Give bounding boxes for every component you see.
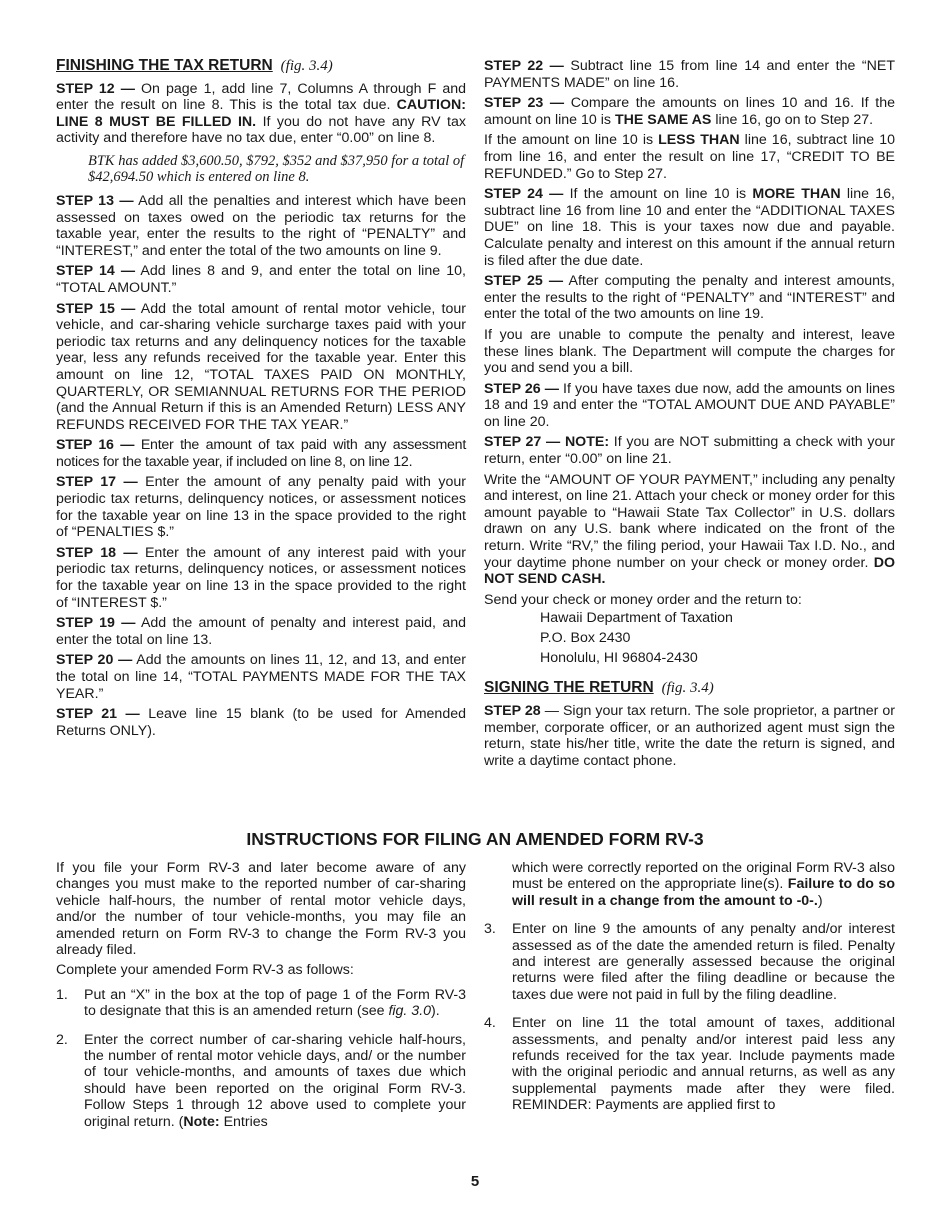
step-25: STEP 25 — After computing the penalty and interest amounts, enter the results to the right of “PENALTY” and “INTEREST” and enter the total of the two amounts on line 19. (484, 273, 895, 323)
address-line: Honolulu, HI 96804-2430 (540, 650, 698, 667)
send-to-line: Send your check or money order and the return to: (484, 591, 802, 608)
address-line: Hawaii Department of Taxation (540, 610, 733, 627)
step-22: STEP 22 — Subtract line 15 from line 14 and enter the “NET PAYMENTS MADE” on line 16. (484, 58, 895, 91)
amended-complete-line: Complete your amended Form RV-3 as follows: (56, 962, 354, 979)
step-21: STEP 21 — Leave line 15 blank (to be used for Amended Returns ONLY). (56, 706, 466, 739)
amended-item-2: 2. Enter the correct number of car-sharing vehicle half-hours, the number of rental motor vehicle days, and/ or the number of tour vehicle-months, and amounts of taxes due which should have been reported on the original Form RV-3. Follow Steps 1 through 12 above used to complete your original return. (Note: Entries (56, 1031, 466, 1130)
step-23: STEP 23 — Compare the amounts on lines 10 and 16. If the amount on line 10 is THE SAME AS line 16, go on to Step 27. (484, 95, 895, 128)
amended-item-1: 1. Put an “X” in the box at the top of page 1 of the Form RV-3 to designate that this is an amended return (see fig. 3.0). (56, 986, 466, 1020)
amended-item-3: 3. Enter on line 9 the amounts of any penalty and/or interest assessed as of the date the amended return is filed. Penalty and interest are generally assessed because the original returns were filed after the filing deadline or because the taxes due were not paid in full by the filing deadline. (484, 921, 895, 1003)
step-24: STEP 24 — If the amount on line 10 is MORE THAN line 16, subtract line 16 from line 10 and enter the “ADDITIONAL TAXES DUE” on line 18. This is your taxes now due and payable. Calculate penalty and interest on this amount if the annual return is filed after the due date. (484, 186, 895, 269)
step-26: STEP 26 — If you have taxes due now, add the amounts on lines 18 and 19 and enter the “TOTAL AMOUNT DUE AND PAYABLE” on line 20. (484, 380, 895, 430)
right-column (484, 58, 895, 773)
step-13: STEP 13 — Add all the penalties and interest which have been assessed on taxes owed on the periodic tax returns for the taxable year, enter the results to the right of “PENALTY” and “INTEREST,” and enter the total of the two amounts on line 9. (56, 192, 466, 259)
signing-section-heading (484, 680, 895, 697)
step-27: STEP 27 — NOTE: If you are NOT submitting a check with your return, enter “0.00” on line 21. (484, 434, 895, 468)
signing-section-title: SIGNING THE RETURN (484, 679, 654, 697)
step-20: STEP 20 — Add the amounts on lines 11, 12, and 13, and enter the total on line 14, “TOTAL PAYMENTS MADE FOR THE TAX YEAR.” (56, 652, 466, 702)
amended-item-2-continued: which were correctly reported on the original Form RV-3 also must be entered on the appropriate line(s). Failure to do so will result in a change from the amount to -0-.) (512, 860, 895, 909)
amended-intro: If you file your Form RV-3 and later become aware of any changes you must make to the reported number of car-sharing vehicle half-hours, the number of rental motor vehicle days, and/or the number of tour vehicle-months, you may file an amended return on Form RV-3 to change the Form RV-3 you already filed. (56, 860, 466, 959)
unable-paragraph: If you are unable to compute the penalty and interest, leave these lines blank. The Department will compute the charges for you and send you a bill. (484, 326, 895, 377)
amended-instructions-heading: INSTRUCTIONS FOR FILING AN AMENDED FORM RV-3 (246, 829, 704, 849)
step-15: STEP 15 — Add the total amount of rental motor vehicle, tour vehicle, and car-sharing vehicle surcharge taxes paid with your periodic tax returns and any delinquency notices for the taxable year, less any refunds received for the taxable year. Enter this amount on line 12, “TOTAL TAXES PAID ON MONTHLY, QUARTERLY, OR SEMIANNUAL RETURNS FOR THE PERIOD (and the Annual Return if this is an Amended Return) LESS ANY REFUNDS RECEIVED FOR THE TAX YEAR.” (56, 300, 467, 433)
amended-right-column (484, 860, 895, 1126)
step-28: STEP 28 — Sign your tax return. The sole proprietor, a partner or member, corporate officer, or an authorized agent must sign the return, state his/her title, write the date the return is signed, and write a daytime contact phone. (484, 703, 895, 769)
signing-section-fig: (fig. 3.4) (661, 680, 714, 697)
step-14: STEP 14 — Add lines 8 and 9, and enter the total on line 10, “TOTAL AMOUNT.” (56, 263, 466, 296)
amended-item-4: 4. Enter on line 11 the total amount of taxes, additional assessments, and penalty and/or interest paid less any refunds received for the tax year. Include payments made with the original periodic and annual returns, as well as any supplemental payments made after they were filed. REMINDER: Payments are applied first to (484, 1015, 895, 1114)
finishing-section-fig: (fig. 3.4) (280, 58, 333, 74)
address-line: P.O. Box 2430 (540, 630, 631, 647)
page-number: 5 (470, 1173, 480, 1190)
step-12: STEP 12 — On page 1, add line 7, Columns A through F and enter the result on line 8. This is the total tax due. CAUTION: LINE 8 MUST BE FILLED IN. If you do not have any RV tax activity and therefore have no tax due, enter “0.00” on line 8. (56, 80, 466, 147)
step-18: STEP 18 — Enter the amount of any interest paid with your periodic tax returns, delinquency notices, or assessment notices for the taxable year on line 13 in the space provided to the right of “INTEREST $.” (56, 544, 466, 611)
amended-left-column (56, 860, 466, 1142)
write-payment-paragraph: Write the “AMOUNT OF YOUR PAYMENT,” including any penalty and interest, on line 21. Attach your check or money order for this amount payable to “Hawaii State Tax Collector” in U.S. dollars drawn on any U.S. bank where indicated on the front of the return. Write “RV,” the filing period, your Hawaii Tax I.D. No., and your daytime phone number on your check or money order. DO NOT SEND CASH. (484, 471, 895, 588)
step-16: STEP 16 — Enter the amount of tax paid with any assessment notices for the taxable year, if included on line 8, on line 12. (56, 437, 467, 470)
less-than-paragraph: If the amount on line 10 is LESS THAN line 16, subtract line 10 from line 16, and enter the result on line 17, “CREDIT TO BE REFUNDED.” Go to Step 27. (484, 132, 895, 182)
step-17: STEP 17 — Enter the amount of any penalty paid with your periodic tax returns, delinquency notices, or assessment notices for the taxable year on line 13 in the space provided to the right of “PENALTIES $.” (56, 474, 466, 541)
finishing-section-heading (56, 58, 466, 75)
mailing-address (540, 608, 895, 668)
step-19: STEP 19 — Add the amount of penalty and interest paid, and enter the total on line 13. (56, 615, 466, 648)
finishing-section-title: FINISHING THE TAX RETURN (56, 57, 273, 74)
left-column (56, 58, 466, 743)
btk-example-note: BTK has added $3,600.50, $792, $352 and $37,950 for a total of $42,694.50 which is entered on line 8. (88, 152, 465, 185)
